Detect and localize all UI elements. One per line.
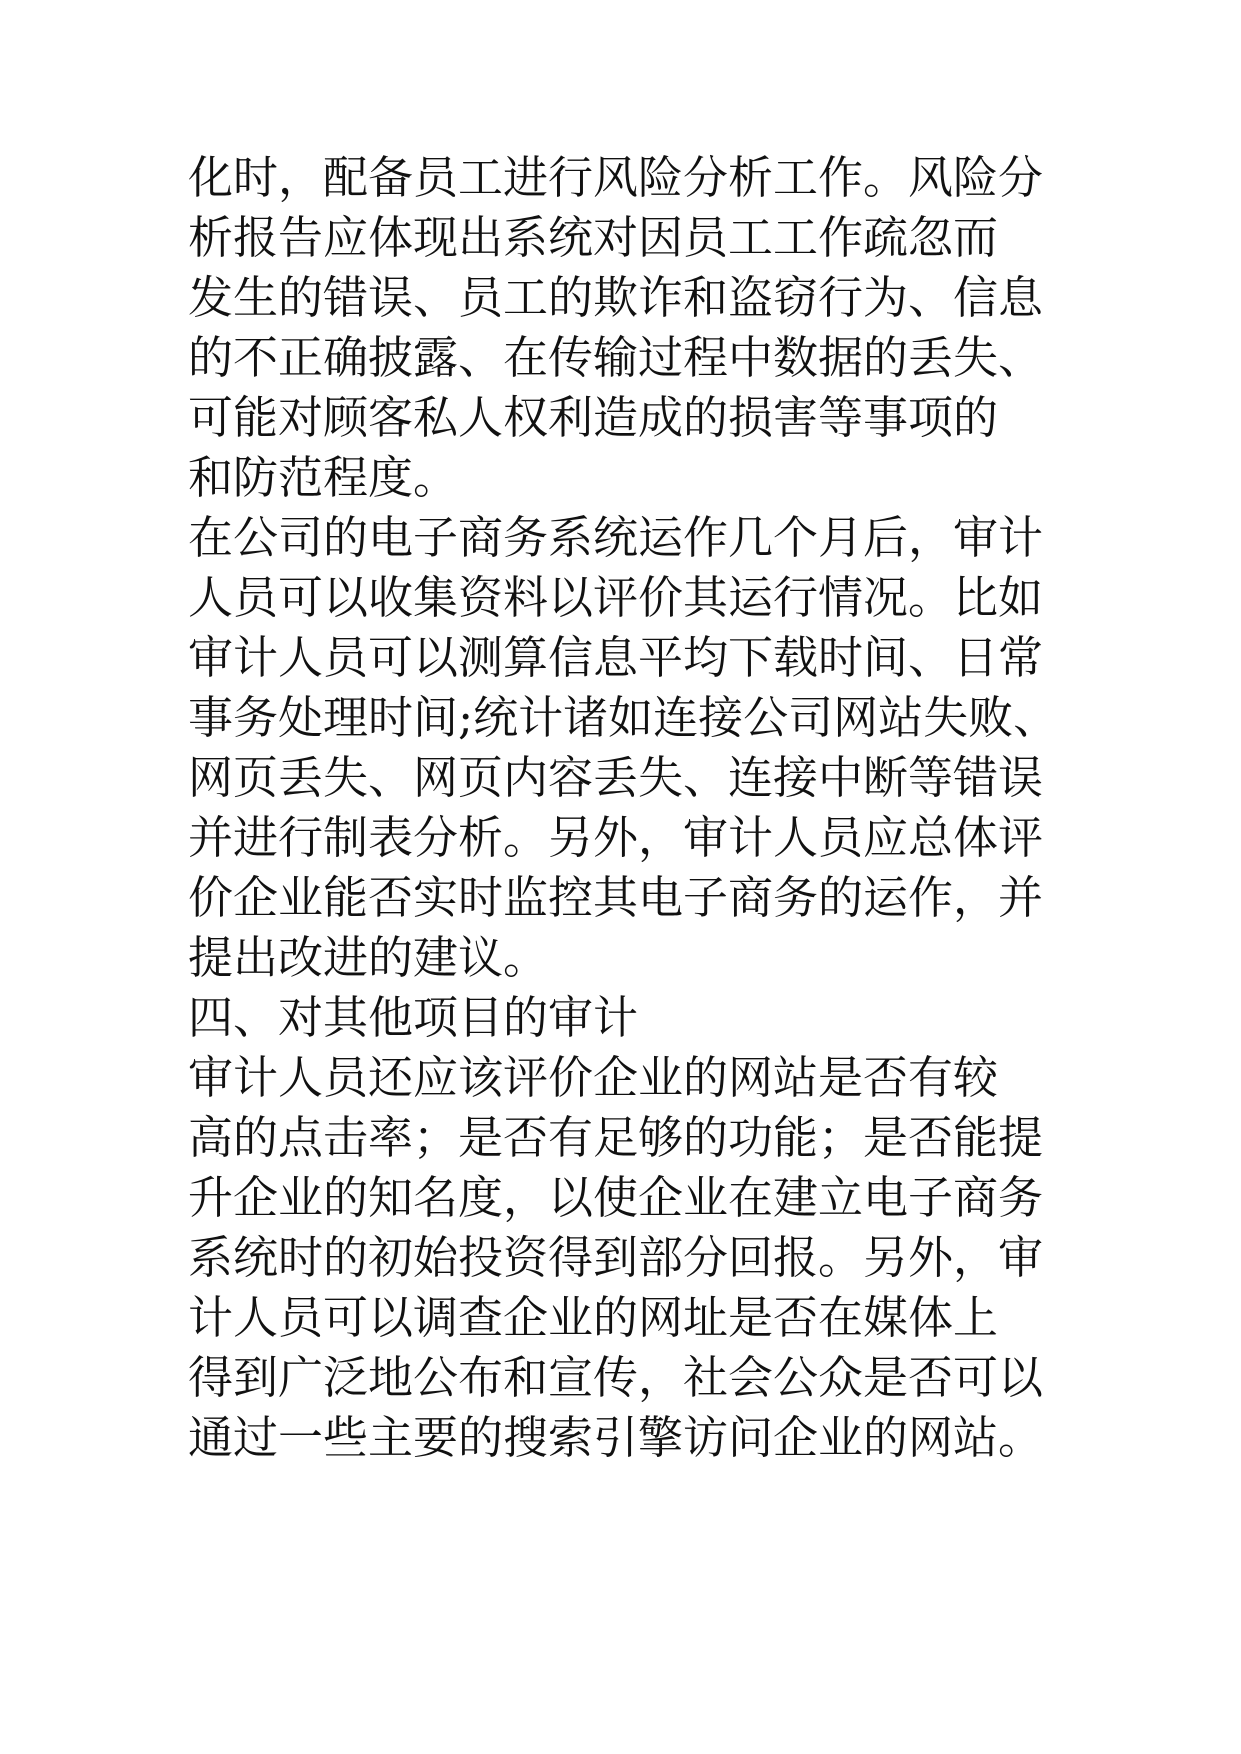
text-line: 通过一些主要的搜索引擎访问企业的网站。 (188, 1411, 1044, 1464)
text-line: 审计人员还应该评价企业的网站是否有较 (188, 1051, 999, 1104)
text-line: 升企业的知名度，以使企业在建立电子商务 (188, 1171, 1044, 1224)
text-line: 可能对顾客私人权利造成的损害等事项的 (188, 391, 999, 444)
text-line: 发生的错误、员工的欺诈和盗窃行为、信息 (188, 271, 1044, 324)
text-line: 事务处理时间;统计诸如连接公司网站失败、 (188, 691, 1059, 744)
section-heading: 四、对其他项目的审计 (188, 991, 639, 1044)
text-line: 人员可以收集资料以评价其运行情况。比如 (188, 571, 1044, 624)
document-body (188, 148, 1088, 1468)
text-line: 网页丢失、网页内容丢失、连接中断等错误 (188, 751, 1044, 804)
text-line: 的不正确披露、在传输过程中数据的丢失、 (188, 331, 1044, 384)
text-line: 审计人员可以测算信息平均下载时间、日常 (188, 631, 1044, 684)
text-line: 析报告应体现出系统对因员工工作疏忽而 (188, 211, 999, 264)
text-line: 系统时的初始投资得到部分回报。另外，审 (188, 1231, 1044, 1284)
text-line: 高的点击率；是否有足够的功能；是否能提 (188, 1111, 1044, 1164)
text-line: 得到广泛地公布和宣传，社会公众是否可以 (188, 1351, 1044, 1404)
text-line: 提出改进的建议。 (188, 931, 549, 984)
text-line: 在公司的电子商务系统运作几个月后，审计 (188, 511, 1044, 564)
text-line: 和防范程度。 (188, 451, 459, 504)
text-line: 计人员可以调查企业的网址是否在媒体上 (188, 1291, 999, 1344)
text-line: 并进行制表分析。另外，审计人员应总体评 (188, 811, 1044, 864)
text-line: 价企业能否实时监控其电子商务的运作，并 (188, 871, 1044, 924)
text-line: 化时，配备员工进行风险分析工作。风险分 (188, 151, 1044, 204)
